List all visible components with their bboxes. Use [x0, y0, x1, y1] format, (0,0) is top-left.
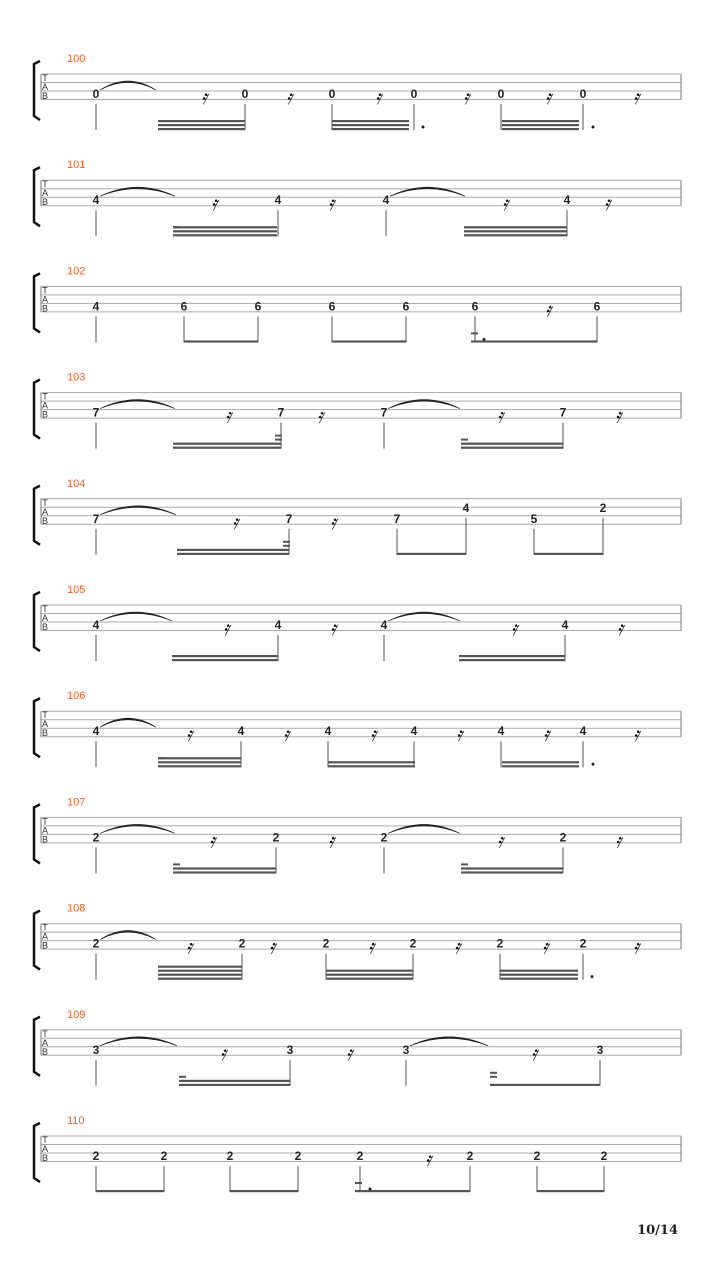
rest-symbol: 𝄿 [374, 85, 382, 109]
tab-clef-letter: T [42, 179, 48, 190]
beam [173, 871, 276, 873]
tab-clef-letter: T [42, 1135, 48, 1145]
fret-number: 7 [92, 511, 100, 526]
fret-number: 2 [160, 1149, 168, 1163]
tab-clef-letter: A [41, 825, 49, 836]
beam [459, 655, 565, 657]
beam [158, 761, 241, 763]
beam [355, 1190, 470, 1192]
fret-number: 4 [237, 724, 245, 739]
tab-clef-letter: A [41, 294, 49, 305]
beam [173, 447, 281, 449]
fret-number: 7 [285, 511, 293, 526]
page-number: 10/14 [637, 1223, 678, 1238]
measure-number: 100 [67, 53, 86, 65]
system-bracket [34, 61, 40, 120]
fret-number: 2 [272, 830, 280, 845]
tab-clef-letter: T [42, 285, 48, 296]
rest-symbol: 𝄿 [462, 85, 470, 109]
tab-system [34, 690, 681, 767]
beam [500, 970, 578, 972]
rest-symbol: 𝄿 [632, 934, 640, 959]
fret-number: 4 [92, 724, 100, 739]
fret-number: 2 [533, 1149, 541, 1163]
tab-clef-letter: T [42, 1028, 48, 1039]
tab-clef-letter: B [41, 197, 49, 208]
fret-number: 2 [409, 936, 417, 951]
fret-number: 4 [92, 299, 100, 314]
fret-number: 2 [226, 1149, 234, 1163]
tab-system [34, 903, 681, 980]
rest-symbol: 𝄿 [541, 934, 549, 959]
measure-number: 102 [67, 265, 86, 278]
rest-symbol: 𝄿 [329, 509, 337, 534]
tab-clef-letter: A [41, 1144, 49, 1154]
rest-symbol: 𝄿 [510, 616, 518, 640]
beam [172, 655, 278, 657]
rest-symbol: 𝄿 [282, 722, 290, 747]
beam [96, 1190, 164, 1192]
beam [179, 1080, 290, 1082]
fret-number: 2 [356, 1149, 364, 1163]
fret-number: 7 [277, 405, 285, 420]
beam [502, 765, 579, 767]
tab-system [34, 265, 681, 342]
beam [184, 340, 258, 342]
tab-system [34, 1115, 681, 1192]
beam [500, 974, 578, 976]
rest-symbol: 𝄿 [424, 1147, 432, 1171]
fret-number: 4 [579, 724, 587, 739]
beam-flag [490, 1072, 497, 1074]
fret-number: 0 [410, 87, 418, 101]
rest-symbol: 𝄿 [222, 616, 230, 640]
dot [422, 126, 425, 129]
beam [502, 128, 579, 130]
fret-number: 4 [274, 618, 282, 632]
tab-clef-letter: A [41, 931, 49, 942]
measure-number: 107 [67, 796, 86, 809]
beam [158, 120, 245, 122]
fret-number: 0 [241, 87, 249, 101]
fret-number: 6 [254, 299, 262, 314]
measure-number: 101 [67, 159, 86, 172]
measure-number: 109 [67, 1008, 86, 1021]
system-bracket [34, 698, 40, 757]
beam [177, 549, 289, 551]
rest-symbol: 𝄿 [632, 85, 640, 109]
rest-symbol: 𝄿 [316, 403, 324, 428]
fret-number: 2 [579, 936, 587, 951]
tab-system [34, 478, 681, 555]
tab-system [34, 372, 681, 449]
beam [534, 553, 603, 555]
fret-number: 7 [559, 405, 567, 420]
beam [158, 128, 245, 130]
beam [471, 340, 597, 342]
fret-number: 0 [328, 87, 336, 101]
fret-number: 4 [410, 724, 418, 739]
system-bracket [34, 1123, 40, 1182]
fret-number: 4 [462, 500, 470, 515]
fret-number: 6 [180, 299, 188, 314]
rest-symbol: 𝄿 [530, 1040, 538, 1065]
beam-flag [471, 332, 478, 334]
beam-flag [283, 541, 290, 543]
tab-system [34, 159, 681, 236]
measure-number: 105 [67, 584, 86, 596]
beam [464, 230, 567, 232]
tab-clef-letter: T [42, 816, 48, 827]
dot [592, 763, 595, 766]
rest-symbol: 𝄿 [285, 85, 293, 109]
tab-clef-letter: T [42, 604, 48, 614]
tab-clef-letter: B [41, 834, 49, 845]
beam [158, 966, 242, 968]
rest-symbol: 𝄿 [453, 934, 461, 959]
rest-symbol: 𝄿 [496, 403, 504, 428]
system-bracket [34, 1017, 40, 1076]
fret-number: 6 [328, 299, 336, 314]
beam [158, 978, 242, 980]
beam-flag [173, 863, 180, 865]
fret-number: 2 [322, 936, 330, 951]
beam-flag [355, 1182, 362, 1184]
tab-clef-letter: T [42, 73, 48, 83]
fret-number: 2 [496, 936, 504, 951]
beam [173, 226, 277, 228]
measure-number: 106 [67, 690, 86, 703]
beam [461, 447, 563, 449]
dot [591, 975, 594, 978]
dot [592, 126, 595, 129]
system-bracket [34, 167, 40, 226]
tab-clef-letter: B [41, 91, 49, 101]
measure-number: 110 [67, 1115, 85, 1127]
rest-symbol: 𝄿 [208, 828, 216, 853]
dot [369, 1188, 372, 1191]
beam [326, 978, 413, 980]
rest-symbol: 𝄿 [632, 722, 640, 747]
fret-number: 2 [600, 1149, 608, 1163]
tab-clef-letter: A [41, 719, 49, 730]
beam [230, 1190, 298, 1192]
tab-clef-letter: B [41, 409, 49, 420]
rest-symbol: 𝄿 [210, 191, 218, 216]
rest-symbol: 𝄿 [327, 828, 335, 853]
fret-number: 4 [561, 618, 569, 632]
measure-number: 104 [67, 477, 86, 490]
beam [172, 659, 278, 661]
beam [173, 234, 277, 236]
fret-number: 2 [466, 1149, 474, 1163]
fret-number: 4 [92, 193, 100, 208]
beam [397, 553, 466, 555]
beam [464, 226, 567, 228]
fret-number: 2 [559, 830, 567, 845]
rest-symbol: 𝄿 [542, 722, 550, 747]
rest-symbol: 𝄿 [329, 616, 337, 640]
tab-clef-letter: A [41, 1037, 49, 1048]
beam-flag [490, 1076, 497, 1078]
dot [483, 338, 486, 341]
tab-clef-letter: T [42, 497, 48, 508]
fret-number: 6 [471, 299, 479, 314]
fret-number: 2 [380, 830, 388, 845]
beam [326, 970, 413, 972]
fret-number: 3 [92, 1042, 100, 1057]
tab-clef-letter: B [41, 622, 49, 632]
rest-symbol: 𝄿 [345, 1040, 353, 1065]
rest-symbol: 𝄿 [455, 722, 463, 747]
beam-flag [461, 863, 468, 865]
rest-symbol: 𝄿 [544, 297, 552, 322]
fret-number: 5 [530, 511, 538, 526]
beam [461, 443, 563, 445]
beam [177, 553, 289, 555]
beam [461, 867, 563, 869]
measure-number: 103 [67, 371, 86, 384]
fret-number: 4 [92, 618, 100, 632]
beam [328, 761, 415, 763]
beam [537, 1190, 604, 1192]
tab-clef-letter: A [41, 506, 49, 517]
fret-number: 0 [497, 87, 505, 101]
fret-number: 4 [497, 724, 505, 739]
tab-clef-letter: B [41, 303, 49, 314]
system-bracket [34, 380, 40, 439]
fret-number: 3 [402, 1042, 410, 1057]
tab-clef-letter: B [41, 1046, 49, 1057]
beam [332, 124, 409, 126]
beam [502, 124, 579, 126]
beam [173, 867, 276, 869]
beam-flag [283, 545, 290, 547]
beam [461, 871, 563, 873]
beam [158, 765, 241, 767]
fret-number: 0 [579, 87, 587, 101]
beam [502, 761, 579, 763]
beam [173, 230, 277, 232]
beam [502, 120, 579, 122]
beam [179, 1084, 290, 1086]
tab-clef-letter: B [41, 728, 49, 739]
fret-number: 7 [380, 405, 388, 420]
beam [490, 1084, 600, 1086]
beam [332, 128, 409, 130]
rest-symbol: 𝄿 [501, 191, 509, 216]
fret-number: 7 [92, 405, 100, 420]
fret-number: 2 [92, 830, 100, 845]
fret-number: 3 [596, 1042, 604, 1057]
beam [500, 978, 578, 980]
fret-number: 6 [593, 299, 601, 314]
rest-symbol: 𝄿 [603, 191, 611, 216]
tab-system [34, 796, 681, 873]
tab-clef-letter: A [41, 82, 49, 92]
fret-number: 4 [274, 193, 282, 208]
rest-symbol: 𝄿 [224, 403, 232, 428]
system-bracket [34, 273, 40, 332]
rest-symbol: 𝄿 [185, 722, 193, 747]
tab-clef-letter: A [41, 613, 49, 623]
measure-number: 108 [67, 902, 86, 915]
system-bracket [34, 592, 40, 651]
beam [326, 974, 413, 976]
fret-number: 7 [393, 511, 401, 526]
beam [459, 659, 565, 661]
rest-symbol: 𝄿 [544, 85, 552, 109]
fret-number: 6 [402, 299, 410, 314]
beam-flag [173, 226, 180, 228]
fret-number: 2 [599, 500, 607, 515]
tab-clef-letter: T [42, 710, 48, 721]
fret-number: 4 [324, 724, 332, 739]
tab-clef-letter: T [42, 922, 48, 933]
rest-symbol: 𝄿 [185, 934, 193, 959]
beam-flag [275, 439, 282, 441]
rest-symbol: 𝄿 [268, 934, 276, 959]
rest-symbol: 𝄿 [614, 403, 622, 428]
tab-system [34, 584, 681, 661]
beam-flag [461, 439, 468, 441]
rest-symbol: 𝄿 [614, 828, 622, 853]
fret-number: 2 [92, 936, 100, 951]
tab-clef-letter: B [41, 1153, 49, 1163]
fret-number: 2 [294, 1149, 302, 1163]
fret-number: 4 [382, 193, 390, 208]
system-bracket [34, 486, 40, 545]
system-bracket [34, 911, 40, 970]
rest-symbol: 𝄿 [367, 934, 375, 959]
fret-number: 0 [92, 87, 100, 101]
rest-symbol: 𝄿 [200, 85, 208, 109]
fret-number: 2 [92, 1149, 100, 1163]
system-bracket [34, 804, 40, 863]
beam [173, 443, 281, 445]
rest-symbol: 𝄿 [496, 828, 504, 853]
beam [158, 970, 242, 972]
fret-number: 4 [380, 618, 388, 632]
rest-symbol: 𝄿 [219, 1040, 227, 1065]
tab-clef-letter: A [41, 400, 49, 411]
rest-symbol: 𝄿 [369, 722, 377, 747]
fret-number: 3 [286, 1042, 294, 1057]
beam [158, 757, 241, 759]
beam-flag [158, 757, 165, 759]
tab-system [34, 53, 681, 130]
rest-symbol: 𝄿 [327, 191, 335, 216]
beam [158, 974, 242, 976]
beam [332, 340, 406, 342]
tab-clef-letter: A [41, 188, 49, 199]
beam [158, 124, 245, 126]
beam [464, 234, 567, 236]
tab-clef-letter: T [42, 391, 48, 402]
beam-flag [179, 1076, 186, 1078]
fret-number: 2 [238, 936, 246, 951]
beam [328, 765, 415, 767]
rest-symbol: 𝄿 [231, 509, 239, 534]
tab-clef-letter: B [41, 940, 49, 951]
beam [332, 120, 409, 122]
tab-system [34, 1009, 681, 1086]
tab-clef-letter: B [41, 515, 49, 526]
rest-symbol: 𝄿 [616, 616, 624, 640]
fret-number: 4 [563, 193, 571, 208]
beam-flag [275, 435, 282, 437]
